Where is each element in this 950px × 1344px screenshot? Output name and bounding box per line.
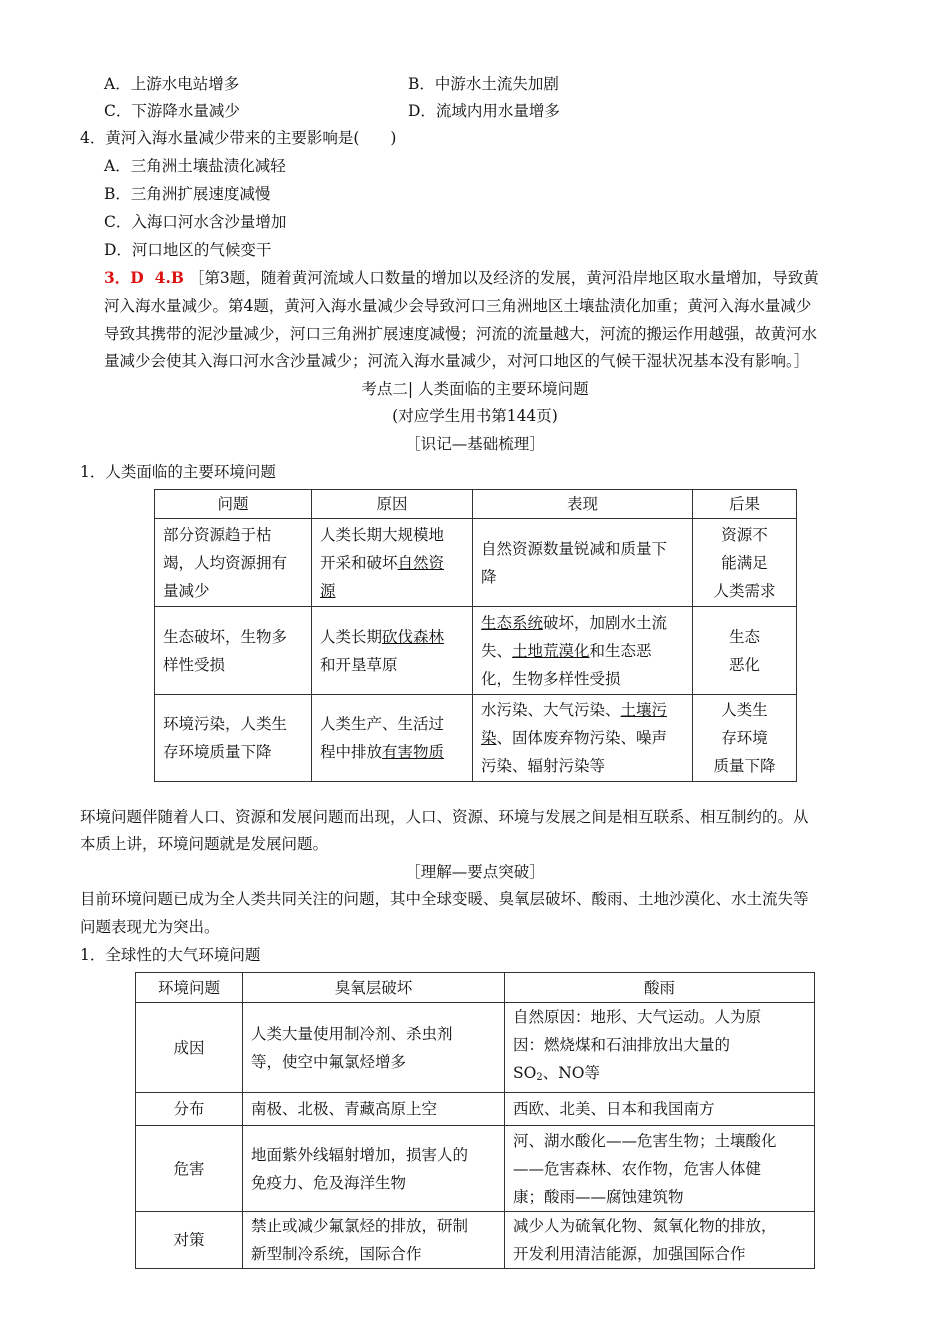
subsection-understand: ［理解—要点突破］ [405,863,545,881]
paragraph-global-2: 问题表现尤为突出。 [80,918,220,936]
section-reference: (对应学生用书第144页) [392,407,558,425]
cell-consequence: 资源不 能满足 人类需求 [693,519,797,607]
cell-acid-rain: 减少人为硫氧化物、氮氧化物的排放， 开发利用清洁能源，加强国际合作 [505,1212,815,1269]
answer-line-1 [104,264,819,292]
paragraph-global-1: 目前环境问题已成为全人类共同关注的问题，其中全球变暖、臭氧层破坏、酸雨、土地沙漠化、水土流失等 [80,890,809,908]
answer-4: 4.B [154,268,184,287]
cell-cause: 人类生产、生活过 程中排放有害物质 [312,695,473,782]
header-issue: 环境问题 [136,973,243,1003]
subsection-memorize: ［识记—基础梳理］ [405,435,545,453]
header-consequence: 后果 [693,490,797,519]
paragraph-relationship-1: 环境问题伴随着人口、资源和发展问题而出现，人口、资源、环境与发展之间是相互联系、相互制约的。从 [80,808,809,826]
table-header-row [136,973,815,1003]
q4-stem: 4．黄河入海水量减少带来的主要影响是( ) [80,129,397,147]
row-label-harm: 危害 [136,1126,243,1212]
cell-cause: 人类长期大规模地 开采和破坏自然资 源 [312,519,473,607]
table-row [155,519,797,607]
q4-option-d: D．河口地区的气候变干 [104,241,272,259]
cell-cause: 人类长期砍伐森林 和开垦草原 [312,607,473,695]
q3-option-d: D．流域内用水量增多 [408,102,560,120]
q4-option-a: A．三角洲土壤盐渍化减轻 [104,157,286,175]
table-row [155,695,797,782]
header-problem: 问题 [155,490,312,519]
cell-ozone: 人类大量使用制冷剂、杀虫剂 等，使空中氟氯烃增多 [243,1003,505,1093]
row-label-cause: 成因 [136,1003,243,1093]
table-row [136,1126,815,1212]
q4-option-c: C．入海口河水含沙量增加 [104,213,287,231]
cell-manifestation: 自然资源数量锐减和质量下 降 [473,519,693,607]
table-row [136,1003,815,1093]
q4-option-b: B．三角洲扩展速度减慢 [104,185,271,203]
cell-ozone: 南极、北极、青藏高原上空 [243,1093,505,1126]
heading-atmosphere-problems: 1．全球性的大气环境问题 [80,946,261,964]
header-ozone: 臭氧层破坏 [243,973,505,1003]
cell-acid-rain: 自然原因：地形、大气运动。人为原 因：燃烧煤和石油排放出大量的 $SO_2$、NO等 [505,1003,815,1093]
q3-option-c: C．下游降水量减少 [104,102,240,120]
table-row [136,1093,815,1126]
answer-explanation-4: 量减少会使其入海口河水含沙量减少；河流入海水量减少，对河口地区的气候干湿状况基本没有影响。］ [104,352,810,370]
cell-ozone: 禁止或减少氟氯烃的排放，研制 新型制冷系统，国际合作 [243,1212,505,1269]
cell-problem: 部分资源趋于枯 竭，人均资源拥有 量减少 [155,519,312,607]
table-header-row [155,490,797,519]
table-row [155,607,797,695]
environment-problems-table [154,489,797,782]
cell-manifestation: 生态系统破坏，加剧水土流 失、土地荒漠化和生态恶 化，生物多样性受损 [473,607,693,695]
paragraph-relationship-2: 本质上讲，环境问题就是发展问题。 [80,835,329,853]
q3-option-a: A．上游水电站增多 [104,75,240,93]
answer-explanation-1: ［第3题，随着黄河流域人口数量的增加以及经济的发展，黄河沿岸地区取水量增加，导致黄 [188,269,819,287]
section-title: 考点二| 人类面临的主要环境问题 [361,380,589,398]
cell-problem: 环境污染，人类生 存环境质量下降 [155,695,312,782]
row-label-countermeasure: 对策 [136,1212,243,1269]
table-row [136,1212,815,1269]
answer-explanation-2: 河入海水量减少。第4题，黄河入海水量减少会导致河口三角洲地区土壤盐渍化加重；黄河入海水量减少 [104,297,812,315]
answer-3: 3．D [104,268,144,287]
atmosphere-problems-table [135,972,815,1269]
cell-consequence: 生态 恶化 [693,607,797,695]
row-label-distribution: 分布 [136,1093,243,1126]
header-manifestation: 表现 [473,490,693,519]
heading-main-problems: 1．人类面临的主要环境问题 [80,463,276,481]
cell-acid-rain: 西欧、北美、日本和我国南方 [505,1093,815,1126]
cell-ozone: 地面紫外线辐射增加，损害人的 免疫力、危及海洋生物 [243,1126,505,1212]
answer-explanation-3: 导致其携带的泥沙量减少，河口三角洲扩展速度减慢；河流的流量越大，河流的搬运作用越强，故黄河水 [104,325,818,343]
cell-problem: 生态破坏，生物多 样性受损 [155,607,312,695]
header-cause: 原因 [312,490,473,519]
q3-option-b: B．中游水土流失加剧 [408,75,559,93]
cell-consequence: 人类生 存环境 质量下降 [693,695,797,782]
cell-manifestation: 水污染、大气污染、土壤污 染、固体废弃物污染、噪声 污染、辐射污染等 [473,695,693,782]
cell-acid-rain: 河、湖水酸化——危害生物；土壤酸化 ——危害森林、农作物，危害人体健 康；酸雨——腐蚀建筑物 [505,1126,815,1212]
header-acid-rain: 酸雨 [505,973,815,1003]
